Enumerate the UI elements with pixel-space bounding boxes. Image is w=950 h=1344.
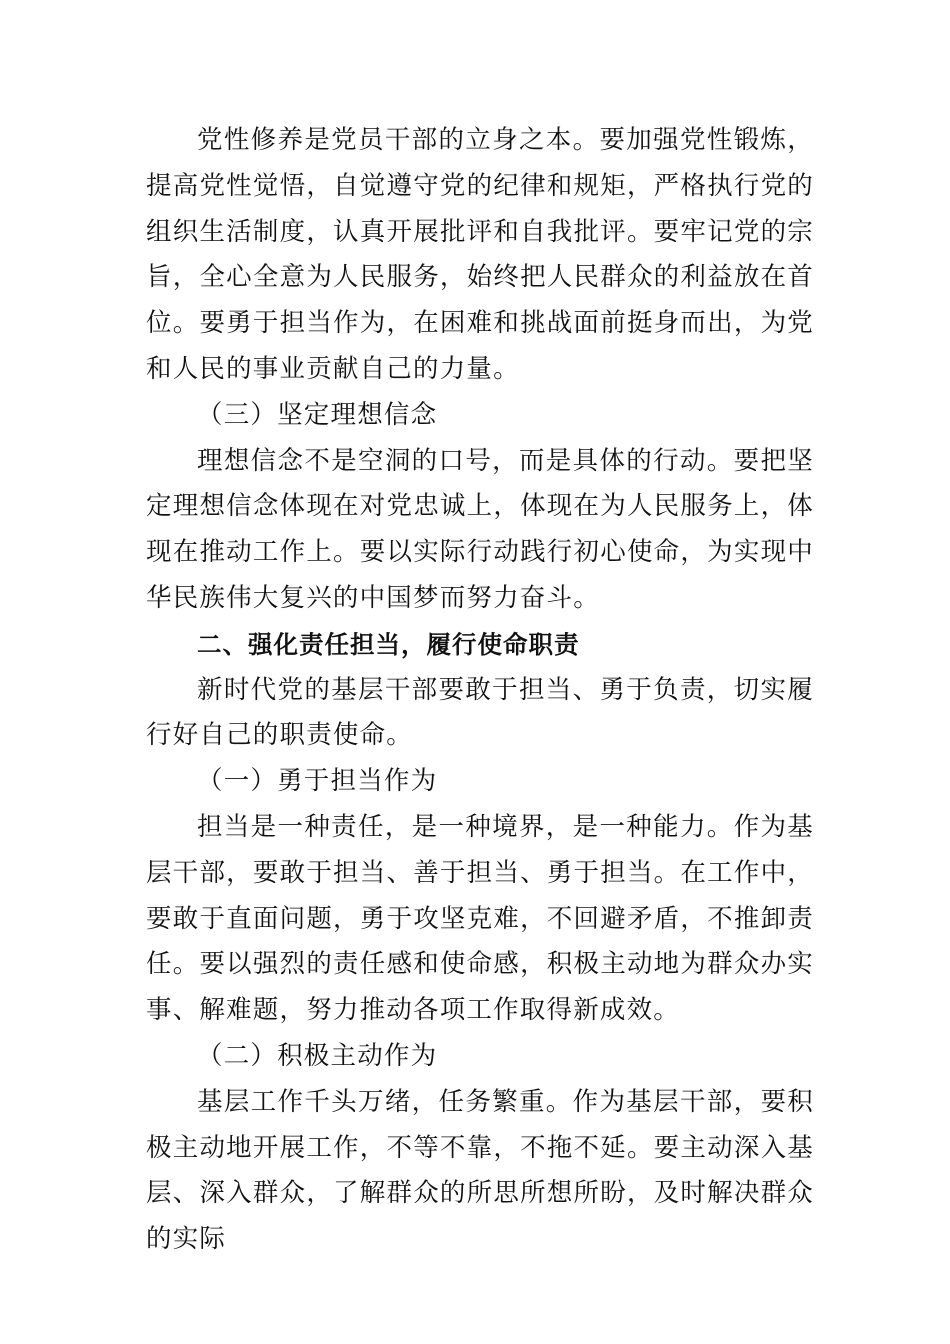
section-heading-responsibility: 二、强化责任担当，履行使命职责 (197, 629, 580, 659)
paragraph-ideals-belief: 理想信念不是空洞的口号，而是具体的行动。要把坚定理想信念体现在对党忠诚上，体现在为人民服务上，体现在推动工作上。要以实际行动践行初心使命，为实现中华民族伟大复兴的中国梦而努力奋斗。 (146, 445, 814, 613)
document-body (146, 118, 814, 1263)
subheading-firm-ideals: （三）坚定理想信念 (197, 399, 438, 430)
paragraph-new-era-cadres: 新时代党的基层干部要敢于担当、勇于负责，切实履行好自己的职责使命。 (146, 674, 814, 751)
subheading-proactive-action: （二）积极主动作为 (197, 1040, 438, 1071)
paragraph-party-cultivation: 党性修养是党员干部的立身之本。要加强党性锻炼，提高党性觉悟，自觉遵守党的纪律和规矩，严格执行党的组织生活制度，认真开展批评和自我批评。要牢记党的宗旨，全心全意为人民服务，始终把人民群众的利益放在首位。要勇于担当作为，在困难和挑战面前挺身而出，为党和人民的事业贡献自己的力量。 (146, 125, 814, 384)
paragraph-responsibility: 担当是一种责任，是一种境界，是一种能力。作为基层干部，要敢于担当、善于担当、勇于担当。在工作中，要敢于直面问题，勇于攻坚克难，不回避矛盾，不推卸责任。要以强烈的责任感和使命感，积极主动地为群众办实事、解难题，努力推动各项工作取得新成效。 (146, 811, 814, 1026)
paragraph-grassroots-work: 基层工作千头万绪，任务繁重。作为基层干部，要积极主动地开展工作，不等不靠，不拖不延。要主动深入基层、深入群众，了解群众的所思所想所盼，及时解决群众的实际 (146, 1086, 814, 1255)
subheading-dare-to-take-responsibility: （一）勇于担当作为 (197, 766, 438, 797)
